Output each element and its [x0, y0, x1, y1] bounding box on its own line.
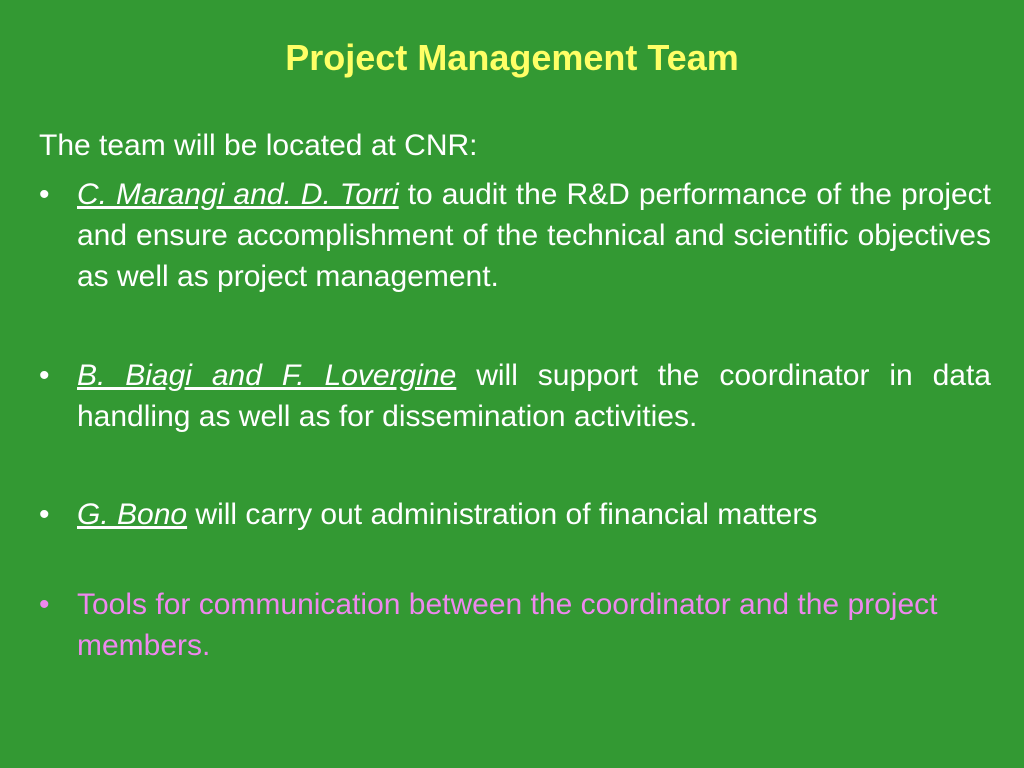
- bullet-item: [39, 494, 991, 535]
- bullet-marker: •: [39, 498, 50, 531]
- slide-title: Project Management Team: [285, 37, 739, 78]
- team-member-name: B. Biagi and F. Lovergine: [77, 359, 457, 392]
- bullet-text: [77, 355, 991, 437]
- bullet-description: will carry out administration of financial matters: [187, 498, 818, 531]
- team-member-name: C. Marangi and. D. Torri: [77, 178, 399, 211]
- bullet-item: [39, 355, 991, 437]
- intro-text: The team will be located at CNR:: [39, 129, 478, 162]
- team-member-name: G. Bono: [77, 498, 188, 531]
- bullet-item: [39, 584, 991, 666]
- bullet-marker: •: [39, 588, 50, 621]
- bullet-text: [77, 494, 991, 535]
- bullet-text: [77, 174, 991, 297]
- bullet-marker: •: [39, 359, 50, 392]
- bullet-item: [39, 174, 991, 297]
- bullet-description: to audit the R&D performance of the project and ensure accomplishment of the technical and scientific objectives as well as project management.: [77, 178, 991, 293]
- bullet-marker: •: [39, 178, 50, 211]
- bullet-description: will support the coordinator in data handling as well as for dissemination activities.: [77, 359, 991, 433]
- bullet-text: Tools for communication between the coordinator and the project members.: [77, 588, 938, 662]
